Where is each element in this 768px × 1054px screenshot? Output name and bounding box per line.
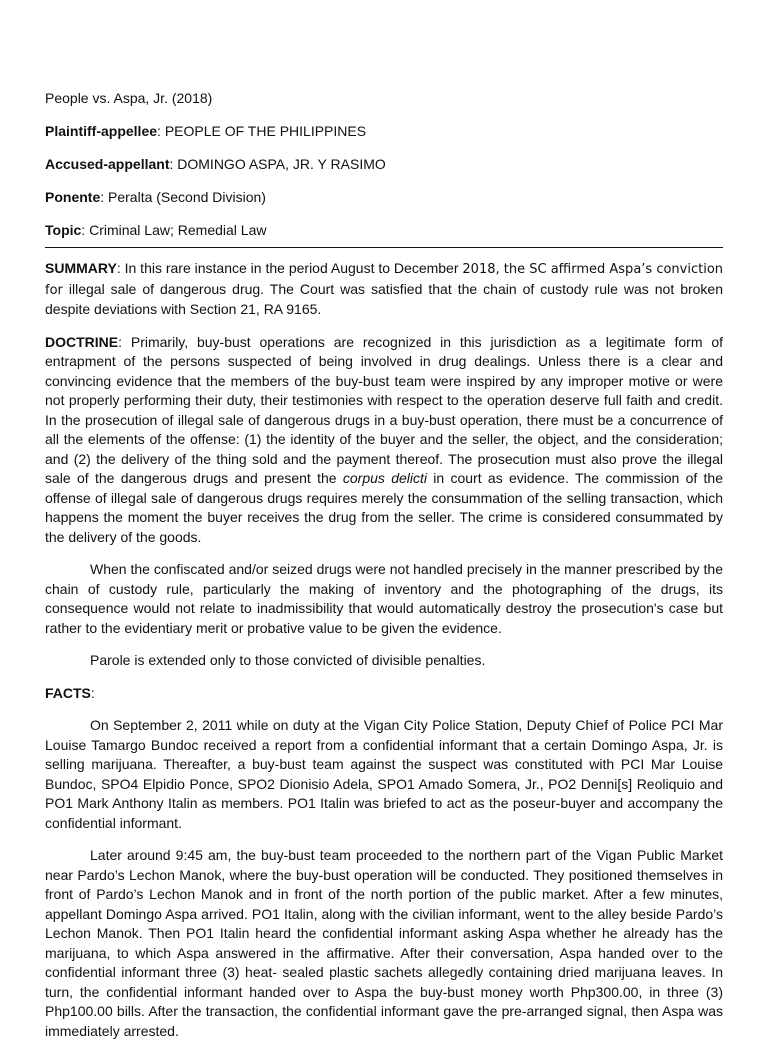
plaintiff-line: Plaintiff-appellee: PEOPLE OF THE PHILIPPINES xyxy=(45,123,367,139)
doctrine-paragraph-3: Parole is extended only to those convicted of divisible penalties. xyxy=(90,652,486,668)
accused-label: Accused-appellant xyxy=(45,156,170,172)
accused-value: DOMINGO ASPA, JR. Y RASIMO xyxy=(177,156,386,172)
plaintiff-label: Plaintiff-appellee xyxy=(45,123,158,139)
topic-line: Topic: Criminal Law; Remedial Law xyxy=(45,222,267,238)
facts-paragraph-1: On September 2, 2011 while on duty at the Vigan City Police Station, Deputy Chief of Police PCI Mar Louise Tamargo Bundoc received a report from a confidential informant that a certain Domingo Aspa, Jr. is selling marijuana. Thereafter, a buy-bust team against the suspect was constituted with PCI Mar Louise Bundoc, SPO4 Elpidio Ponce, SPO2 Dionisio Adela, SPO1 Amado Somera, Jr., PO2 Denni[s] Reoliquio and PO1 Mark Anthony Italin as members. PO1 Italin was briefed to act as the poseur-buyer and accompany the confidential informant. xyxy=(45,717,723,831)
ponente-value: Peralta (Second Division) xyxy=(108,189,266,205)
facts-label: FACTS xyxy=(45,684,91,701)
plaintiff-value: PEOPLE OF THE PHILIPPINES xyxy=(164,123,367,139)
doctrine-paragraph: DOCTRINE: Primarily, buy-bust operations are recognized in this jurisdiction as a legitimate form of entrapment of the persons suspected of being involved in drug dealings. Unless there is a clear and convincing evidence that the members of the buy-bust team were inspired by any improper motive or were not properly performing their duty, their testimonies with respect to the operation deserve full faith and credit. In the prosecution of illegal sale of dangerous drugs in a buy-bust operation, there must be a concurrence of all the elements of the offense: (1) the identity of the buyer and the seller, the object, and the consideration; and (2) the delivery of the thing sold and the payment thereof. The prosecution must also prove the illegal sale of the dangerous drugs and present the corpus delicti in court as evidence. The commission of the offense of illegal sale of dangerous drugs requires merely the consummation of the selling transaction, which happens the moment the buyer receives the drug from the seller. The crime is considered consummated by the delivery of the goods. xyxy=(45,333,724,545)
doctrine-label: DOCTRINE xyxy=(45,333,119,350)
facts-paragraph-2: Later around 9:45 am, the buy-bust team proceeded to the northern part of the Vigan Public Market near Pardo’s Lechon Manok, where the buy-bust operation will be conducted. They positioned themselves in front of Pardo’s Lechon Manok and in front of the north portion of the public market. After a few minutes, appellant Domingo Aspa arrived. PO1 Italin, along with the civilian informant, went to the alley beside Pardo’s Lechon Manok. Then PO1 Italin heard the confidential informant asking Aspa whether he already has the marijuana, to which Aspa answered in the affirmative. After their conversation, Aspa handed over to the confidential informant three (3) heat- sealed plastic sachets allegedly containing dried marijuana leaves. In turn, the confidential informant handed over to Aspa the buy-bust money worth Php300.00, in three (3) Php100.00 bills. After the transaction, the confidential informant gave the pre-arranged signal, then Aspa was immediately arrested. xyxy=(45,847,723,1039)
case-digest xyxy=(45,88,723,1054)
summary-label: SUMMARY xyxy=(45,260,117,276)
header-divider xyxy=(45,247,723,248)
ponente-line: Ponente: Peralta (Second Division) xyxy=(45,189,266,205)
case-title: People vs. Aspa, Jr. (2018) xyxy=(45,90,213,106)
summary-paragraph: SUMMARY: In this rare instance in the period August to December 2018, the SC affirmed Aspa’s conviction for illegal sale of dangerous drug. The Court was satisfied that the chain of custody rule was not broken despite deviations with Section 21, RA 9165. xyxy=(45,260,724,317)
accused-line: Accused-appellant: DOMINGO ASPA, JR. Y RASIMO xyxy=(45,156,386,172)
topic-value: Criminal Law; Remedial Law xyxy=(89,222,267,238)
doctrine-paragraph-2: When the confiscated and/or seized drugs were not handled precisely in the manner prescribed by the chain of custody rule, particularly the making of inventory and the photographing of the drugs, its consequence would not relate to inadmissibility that would automatically destroy the prosecution's case but rather to the evidentiary merit or probative value to be given the evidence. xyxy=(45,561,723,636)
ponente-label: Ponente xyxy=(45,189,101,205)
topic-label: Topic xyxy=(45,222,82,238)
facts-heading: FACTS: xyxy=(45,684,95,701)
